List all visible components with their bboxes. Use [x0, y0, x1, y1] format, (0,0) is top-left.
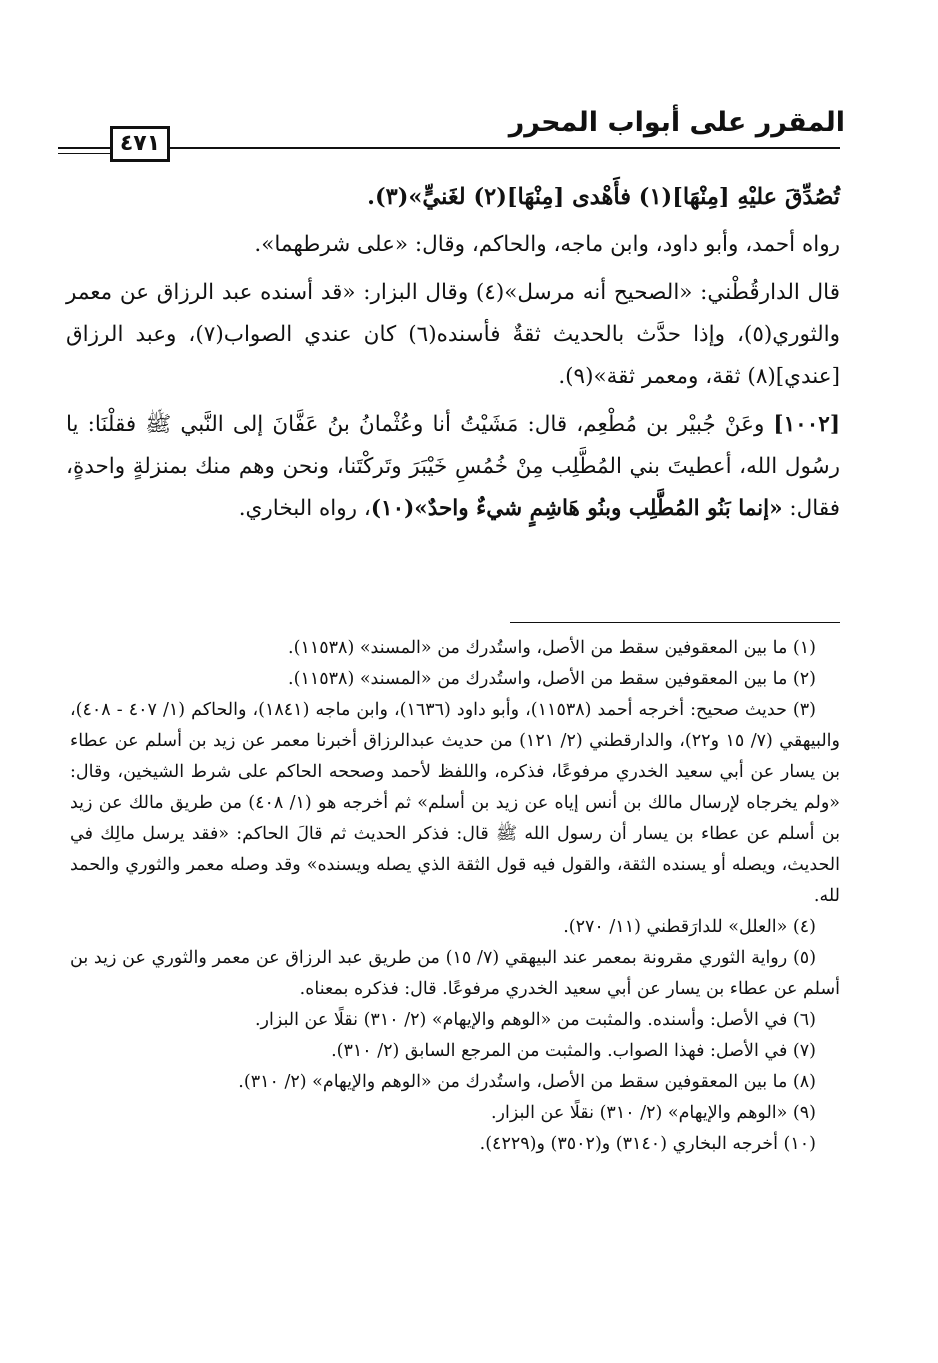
hadith-1002-paragraph: [66, 404, 840, 530]
page-number: ٤٧١: [110, 126, 170, 162]
footnote-8: (٨) ما بين المعقوفين سقط من الأصل، واستُدرك من «الوهم والإيهام» (٢/ ٣١٠).: [238, 1072, 816, 1092]
footnote-4: (٤) «العلل» للدارَقطني (١١/ ٢٧٠).: [563, 917, 816, 937]
hadith-number: [١٠٠٢]: [773, 412, 840, 437]
footnote-divider: [510, 622, 840, 623]
footnote-10: (١٠) أخرجه البخاري (٣١٤٠) و(٣٥٠٢) و(٤٢٢٩).: [479, 1134, 816, 1154]
footnote-6: (٦) في الأصل: وأسنده. والمثبت من «الوهم والإيهام» (٢/ ٣١٠) نقلًا عن البزار.: [254, 1010, 816, 1030]
footnote-2: (٢) ما بين المعقوفين سقط من الأصل، واستُدرك من «المسند» (١١٥٣٨).: [288, 669, 816, 689]
footnote-1: (١) ما بين المعقوفين سقط من الأصل، واستُدرك من «المسند» (١١٥٣٨).: [288, 638, 816, 658]
footnotes: [70, 633, 840, 1160]
main-text: [66, 176, 840, 530]
hadith-text: وعَنْ جُبيْر بن مُطْعِم، قال: مَشَيْتُ أنا وعُثْمانُ بنُ عَفَّانَ إلى النَّبي ﷺ فقلْنَا: يا رسُول الله، أعطيتَ بني المُطَّلِب مِنْ خُمُسِ خَيْبَرَ وتَركْتَنا، ونحن وهم منك بمنزلةٍ واحدةٍ، فقال:: [66, 412, 840, 521]
footnote-9: (٩) «الوهم والإيهام» (٢/ ٣١٠) نقلًا عن البزار.: [490, 1103, 816, 1123]
footnote-3: (٣) حديث صحيح: أخرجه أحمد (١١٥٣٨)، وأبو داود (١٦٣٦)، وابن ماجه (١٨٤١)، والحاكم (١/ ٤٠٧ - ٤٠٨)، والبيهقي (٧/ ١٥ و٢٢)، والدارقطني (٢/ ١٢١) من حديث عبدالرزاق أخبرنا معمر عن زيد بن أسلم عن عطاء بن يسار عن أبي سعيد الخدري مرفوعًا، فذكره، واللفظ لأحمد وصححه الحاكم على شرط الشيخين، وقال: «ولم يخرجاه لإرسال مالك بن أنس إياه عن زيد بن أسلم» ثم أخرجه هو (١/ ٤٠٨) من طريق مالك عن زيد بن أسلم عن عطاء بن يسار أن رسول الله ﷺ قال: فذكر الحديث ثم قالَ الحاكم: «فقد يرسل مالِك في الحديث، ويصله أو يسنده الثقة، والقول فيه قول الثقة الذي يصله ويسنده» وقد وصله معمر والثوري والحمد لله.: [70, 700, 840, 906]
takhrij-paragraph: رواه أحمد، وأبو داود، وابن ماجه، والحاكم، وقال: «على شرطهما».: [254, 232, 840, 257]
hadith-quote: «إنما بَنُو المُطَّلِب وبنُو هَاشِمٍ شيءٌ واحدٌ»(١٠): [370, 496, 783, 521]
footnote-7: (٧) في الأصل: فهذا الصواب. والمثبت من المرجع السابق (٢/ ٣١٠).: [331, 1041, 816, 1061]
header-rule: [58, 147, 840, 149]
hadith-source: ، رواه البخاري.: [238, 496, 371, 521]
running-header-title: المقرر على أبواب المحرر: [508, 107, 845, 138]
daraqutni-paragraph: قال الدارقُطْني: «الصحيح أنه مرسل»(٤) وقال البزار: «قد أسنده عبد الرزاق عن معمر والثوري(٥)، وإذا حدَّث بالحديث ثقةٌ فأسنده(٦) كان عندي الصواب(٧)، وعبد الرزاق [عندي](٨) ثقة، ومعمر ثقة»(٩).: [66, 280, 840, 389]
header-rule-secondary: [58, 153, 113, 154]
hadith-continuation: تُصُدِّقَ عليْهِ [مِنْهَا](١) فأَهْدى [مِنْهَا](٢) لغَنيٍّ»(٣).: [367, 184, 840, 210]
footnote-5: (٥) رواية الثوري مقرونة بمعمر عند البيهقي (٧/ ١٥) من طريق عبد الرزاق عن معمر والثوري عن زيد بن أسلم عن عطاء بن يسار عن أبي سعيد الخدري مرفوعًا. قال: فذكره بمعناه.: [70, 948, 840, 999]
